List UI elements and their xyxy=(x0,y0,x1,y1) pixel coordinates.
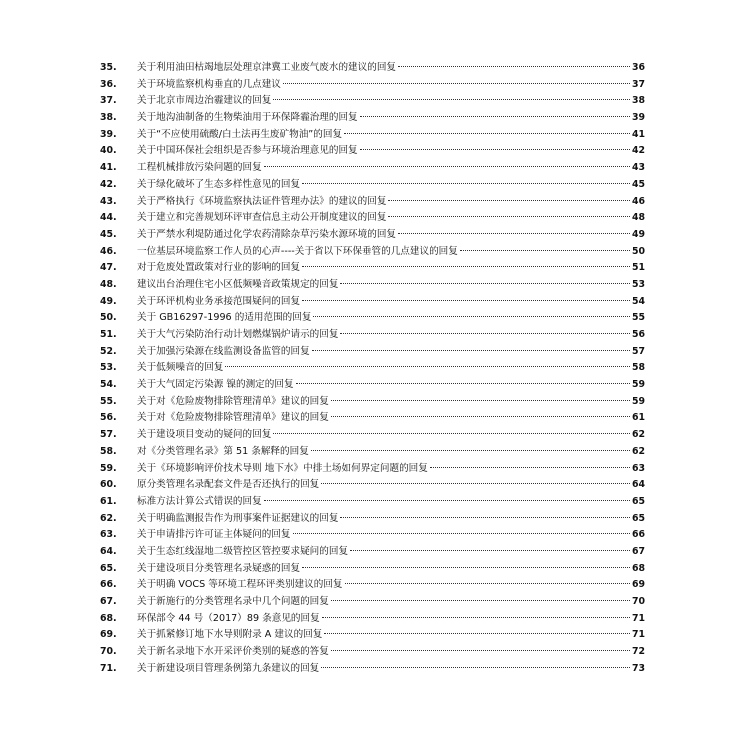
toc-entry[interactable] xyxy=(100,544,645,561)
entry-page-number: 71 xyxy=(631,629,645,641)
dot-leader xyxy=(273,433,630,434)
entry-page-number: 50 xyxy=(631,245,645,257)
entry-title: 关于对《危险废物排除管理清单》建议的回复 xyxy=(137,395,329,407)
toc-entry[interactable] xyxy=(100,527,645,544)
entry-number: 51. xyxy=(100,329,117,340)
entry-number: 39. xyxy=(100,128,117,140)
entry-title: 关于中国环保社会组织是否参与环境治理意见的回复 xyxy=(137,145,358,157)
toc-entry[interactable] xyxy=(100,594,645,611)
table-of-contents xyxy=(100,60,645,677)
toc-entry[interactable] xyxy=(100,344,645,361)
entry-number: 71. xyxy=(100,662,117,674)
dot-leader xyxy=(264,166,630,167)
entry-number: 66. xyxy=(100,579,117,591)
toc-entry[interactable] xyxy=(100,444,645,461)
toc-entry[interactable] xyxy=(100,127,645,144)
dot-leader xyxy=(293,533,630,534)
dot-leader xyxy=(398,233,630,234)
entry-page-number: 56 xyxy=(631,329,645,340)
entry-number: 47. xyxy=(100,262,117,274)
entry-page-number: 69 xyxy=(631,579,645,591)
dot-leader xyxy=(388,216,630,217)
entry-title: 标准方法计算公式错误的回复 xyxy=(137,495,262,507)
dot-leader xyxy=(340,333,629,334)
toc-entry[interactable] xyxy=(100,494,645,511)
entry-title: 关于对《危险废物排除管理清单》建议的回复 xyxy=(137,412,329,424)
entry-page-number: 59 xyxy=(631,379,645,391)
entry-title: 关于严禁水利堤防通过化学农药清除杂草污染水源环境的回复 xyxy=(137,228,397,240)
entry-number: 52. xyxy=(100,345,117,357)
entry-page-number: 62 xyxy=(631,429,645,441)
entry-title: 关于建立和完善规划环评审查信息主动公开制度建议的回复 xyxy=(137,212,387,224)
toc-entry[interactable] xyxy=(100,511,645,528)
entry-page-number: 37 xyxy=(631,78,645,90)
entry-number: 60. xyxy=(100,479,117,491)
dot-leader xyxy=(302,567,630,568)
dot-leader xyxy=(360,149,630,150)
toc-entry[interactable] xyxy=(100,427,645,444)
entry-page-number: 61 xyxy=(631,412,645,424)
entry-title: 关于大气固定污染源 镍的测定的回复 xyxy=(137,379,294,391)
dot-leader xyxy=(322,617,630,618)
toc-entry[interactable] xyxy=(100,410,645,427)
dot-leader xyxy=(321,483,630,484)
dot-leader xyxy=(273,99,630,100)
dot-leader xyxy=(302,266,630,267)
entry-number: 56. xyxy=(100,412,117,424)
entry-title: 对《分类管理名录》第 51 条解释的回复 xyxy=(137,445,309,457)
entry-page-number: 59 xyxy=(631,395,645,407)
entry-title: 关于“不应使用硫酸/白土法再生废矿物油”的回复 xyxy=(137,128,343,140)
entry-title: 关于申请排污许可证主体疑问的回复 xyxy=(137,529,291,541)
toc-entry[interactable] xyxy=(100,377,645,394)
toc-entry[interactable] xyxy=(100,661,645,678)
entry-title: 原分类管理名录配套文件是否还执行的回复 xyxy=(137,479,320,491)
entry-page-number: 66 xyxy=(631,529,645,541)
entry-page-number: 63 xyxy=(631,462,645,474)
entry-number: 59. xyxy=(100,462,117,474)
entry-title: 关于地沟油制备的生物柴油用于环保降霾治理的回复 xyxy=(137,112,358,124)
toc-entry[interactable] xyxy=(100,577,645,594)
entry-number: 44. xyxy=(100,212,117,224)
entry-title: 建议出台治理住宅小区低频噪音政策规定的回复 xyxy=(137,278,339,290)
entry-number: 49. xyxy=(100,295,117,307)
entry-title: 关于加强污染源在线监测设备监管的回复 xyxy=(137,345,310,357)
entry-number: 50. xyxy=(100,312,117,324)
entry-page-number: 48 xyxy=(631,212,645,224)
entry-number: 63. xyxy=(100,529,117,541)
entry-title: 工程机械排放污染问题的回复 xyxy=(137,162,262,174)
entry-title: 环保部令 44 号（2017）89 条意见的回复 xyxy=(137,612,320,624)
dot-leader xyxy=(313,316,630,317)
entry-title: 关于低频噪音的回复 xyxy=(137,362,224,374)
toc-entry[interactable] xyxy=(100,210,645,227)
dot-leader xyxy=(302,300,630,301)
toc-entry[interactable] xyxy=(100,627,645,644)
entry-page-number: 54 xyxy=(631,295,645,307)
entry-title: 关于严格执行《环境监察执法证件管理办法》的建议的回复 xyxy=(137,195,387,207)
dot-leader xyxy=(460,250,630,251)
toc-entry[interactable] xyxy=(100,110,645,127)
entry-title: 关于环评机构业务承接范围疑问的回复 xyxy=(137,295,301,307)
toc-entry[interactable] xyxy=(100,327,645,344)
entry-number: 38. xyxy=(100,112,117,124)
entry-page-number: 72 xyxy=(631,646,645,658)
entry-page-number: 46 xyxy=(631,195,645,207)
entry-page-number: 65 xyxy=(631,512,645,524)
entry-page-number: 64 xyxy=(631,479,645,491)
dot-leader xyxy=(340,283,629,284)
entry-page-number: 70 xyxy=(631,596,645,607)
entry-number: 62. xyxy=(100,512,117,524)
dot-leader xyxy=(331,650,630,651)
toc-entry[interactable] xyxy=(100,143,645,160)
entry-page-number: 51 xyxy=(631,262,645,274)
entry-title: 一位基层环境监察工作人员的心声----关于省以下环保垂管的几点建议的回复 xyxy=(137,245,458,257)
toc-entry[interactable] xyxy=(100,277,645,294)
toc-entry[interactable] xyxy=(100,644,645,661)
toc-entry[interactable] xyxy=(100,360,645,377)
toc-entry[interactable] xyxy=(100,294,645,311)
dot-leader xyxy=(324,633,630,634)
dot-leader xyxy=(312,350,630,351)
entry-title: 关于绿化破坏了生态多样性意见的回复 xyxy=(137,178,301,190)
entry-title: 关于生态红线湿地二级管控区管控要求疑问的回复 xyxy=(137,545,349,557)
dot-leader xyxy=(283,83,630,84)
entry-title: 关于新名录地下水开采评价类别的疑惑的答复 xyxy=(137,646,329,658)
toc-entry[interactable] xyxy=(100,160,645,177)
toc-entry[interactable] xyxy=(100,77,645,94)
entry-page-number: 71 xyxy=(631,612,645,624)
entry-page-number: 68 xyxy=(631,562,645,574)
toc-entry[interactable] xyxy=(100,310,645,327)
toc-entry[interactable] xyxy=(100,611,645,628)
entry-number: 65. xyxy=(100,562,117,574)
entry-title: 关于大气污染防治行动计划燃煤锅炉请示的回复 xyxy=(137,329,339,340)
entry-title: 关于新施行的分类管理名录中几个问题的回复 xyxy=(137,596,329,607)
entry-title: 关于环境监察机构垂直的几点建议 xyxy=(137,78,281,90)
dot-leader xyxy=(430,467,630,468)
toc-entry[interactable] xyxy=(100,177,645,194)
entry-title: 关于 GB16297-1996 的适用范围的回复 xyxy=(137,312,312,324)
entry-number: 46. xyxy=(100,245,117,257)
entry-number: 61. xyxy=(100,495,117,507)
entry-page-number: 41 xyxy=(631,128,645,140)
entry-page-number: 62 xyxy=(631,445,645,457)
toc-entry[interactable] xyxy=(100,461,645,478)
entry-title: 关于利用油田枯竭地层处理京津冀工业废气废水的建议的回复 xyxy=(137,62,397,73)
toc-entry[interactable] xyxy=(100,60,645,77)
dot-leader xyxy=(331,416,630,417)
dot-leader xyxy=(296,383,630,384)
entry-number: 48. xyxy=(100,278,117,290)
dot-leader xyxy=(360,116,630,117)
entry-number: 67. xyxy=(100,596,117,607)
entry-page-number: 55 xyxy=(631,312,645,324)
entry-title: 关于抓紧修订地下水导则附录 A 建议的回复 xyxy=(137,629,323,641)
toc-entry[interactable] xyxy=(100,93,645,110)
entry-number: 36. xyxy=(100,78,117,90)
entry-number: 58. xyxy=(100,445,117,457)
dot-leader xyxy=(331,400,630,401)
dot-leader xyxy=(388,200,630,201)
dot-leader xyxy=(350,550,630,551)
entry-number: 64. xyxy=(100,545,117,557)
toc-entry[interactable] xyxy=(100,244,645,261)
entry-title: 关于新建设项目管理条例第九条建议的回复 xyxy=(137,662,320,674)
toc-entry[interactable] xyxy=(100,561,645,578)
entry-number: 57. xyxy=(100,429,117,441)
toc-entry[interactable] xyxy=(100,227,645,244)
entry-title: 关于建设项目变动的疑问的回复 xyxy=(137,429,272,441)
entry-title: 关于北京市周边治霾建议的回复 xyxy=(137,95,272,107)
entry-page-number: 43 xyxy=(631,162,645,174)
entry-number: 40. xyxy=(100,145,117,157)
entry-number: 55. xyxy=(100,395,117,407)
entry-title: 对于危废处置政策对行业的影响的回复 xyxy=(137,262,301,274)
dot-leader xyxy=(302,183,630,184)
dot-leader xyxy=(321,667,630,668)
entry-title: 关于明确监测报告作为刑事案件证据建议的回复 xyxy=(137,512,339,524)
dot-leader xyxy=(225,366,630,367)
toc-entry[interactable] xyxy=(100,477,645,494)
entry-number: 68. xyxy=(100,612,117,624)
dot-leader xyxy=(345,583,630,584)
entry-number: 41. xyxy=(100,162,117,174)
entry-page-number: 36 xyxy=(631,62,645,73)
entry-page-number: 58 xyxy=(631,362,645,374)
entry-number: 69. xyxy=(100,629,117,641)
entry-number: 43. xyxy=(100,195,117,207)
entry-number: 42. xyxy=(100,178,117,190)
dot-leader xyxy=(311,450,630,451)
entry-number: 37. xyxy=(100,95,117,107)
entry-title: 关于《环境影响评价技术导则 地下水》中排土场如何界定问题的回复 xyxy=(137,462,428,474)
entry-title: 关于明确 VOCS 等环境工程环评类别建议的回复 xyxy=(137,579,343,591)
entry-page-number: 53 xyxy=(631,278,645,290)
entry-page-number: 49 xyxy=(631,228,645,240)
entry-page-number: 38 xyxy=(631,95,645,107)
dot-leader xyxy=(398,66,630,67)
dot-leader xyxy=(340,517,629,518)
entry-number: 53. xyxy=(100,362,117,374)
entry-page-number: 73 xyxy=(631,662,645,674)
entry-number: 70. xyxy=(100,646,117,658)
dot-leader xyxy=(331,600,630,601)
toc-entry[interactable] xyxy=(100,394,645,411)
entry-page-number: 65 xyxy=(631,495,645,507)
toc-entry[interactable] xyxy=(100,260,645,277)
entry-page-number: 42 xyxy=(631,145,645,157)
entry-number: 35. xyxy=(100,62,117,73)
dot-leader xyxy=(344,133,630,134)
entry-number: 54. xyxy=(100,379,117,391)
entry-page-number: 45 xyxy=(631,178,645,190)
dot-leader xyxy=(264,500,630,501)
toc-entry[interactable] xyxy=(100,194,645,211)
entry-page-number: 39 xyxy=(631,112,645,124)
entry-page-number: 67 xyxy=(631,545,645,557)
entry-title: 关于建设项目分类管理名录疑惑的回复 xyxy=(137,562,301,574)
entry-page-number: 57 xyxy=(631,345,645,357)
entry-number: 45. xyxy=(100,228,117,240)
